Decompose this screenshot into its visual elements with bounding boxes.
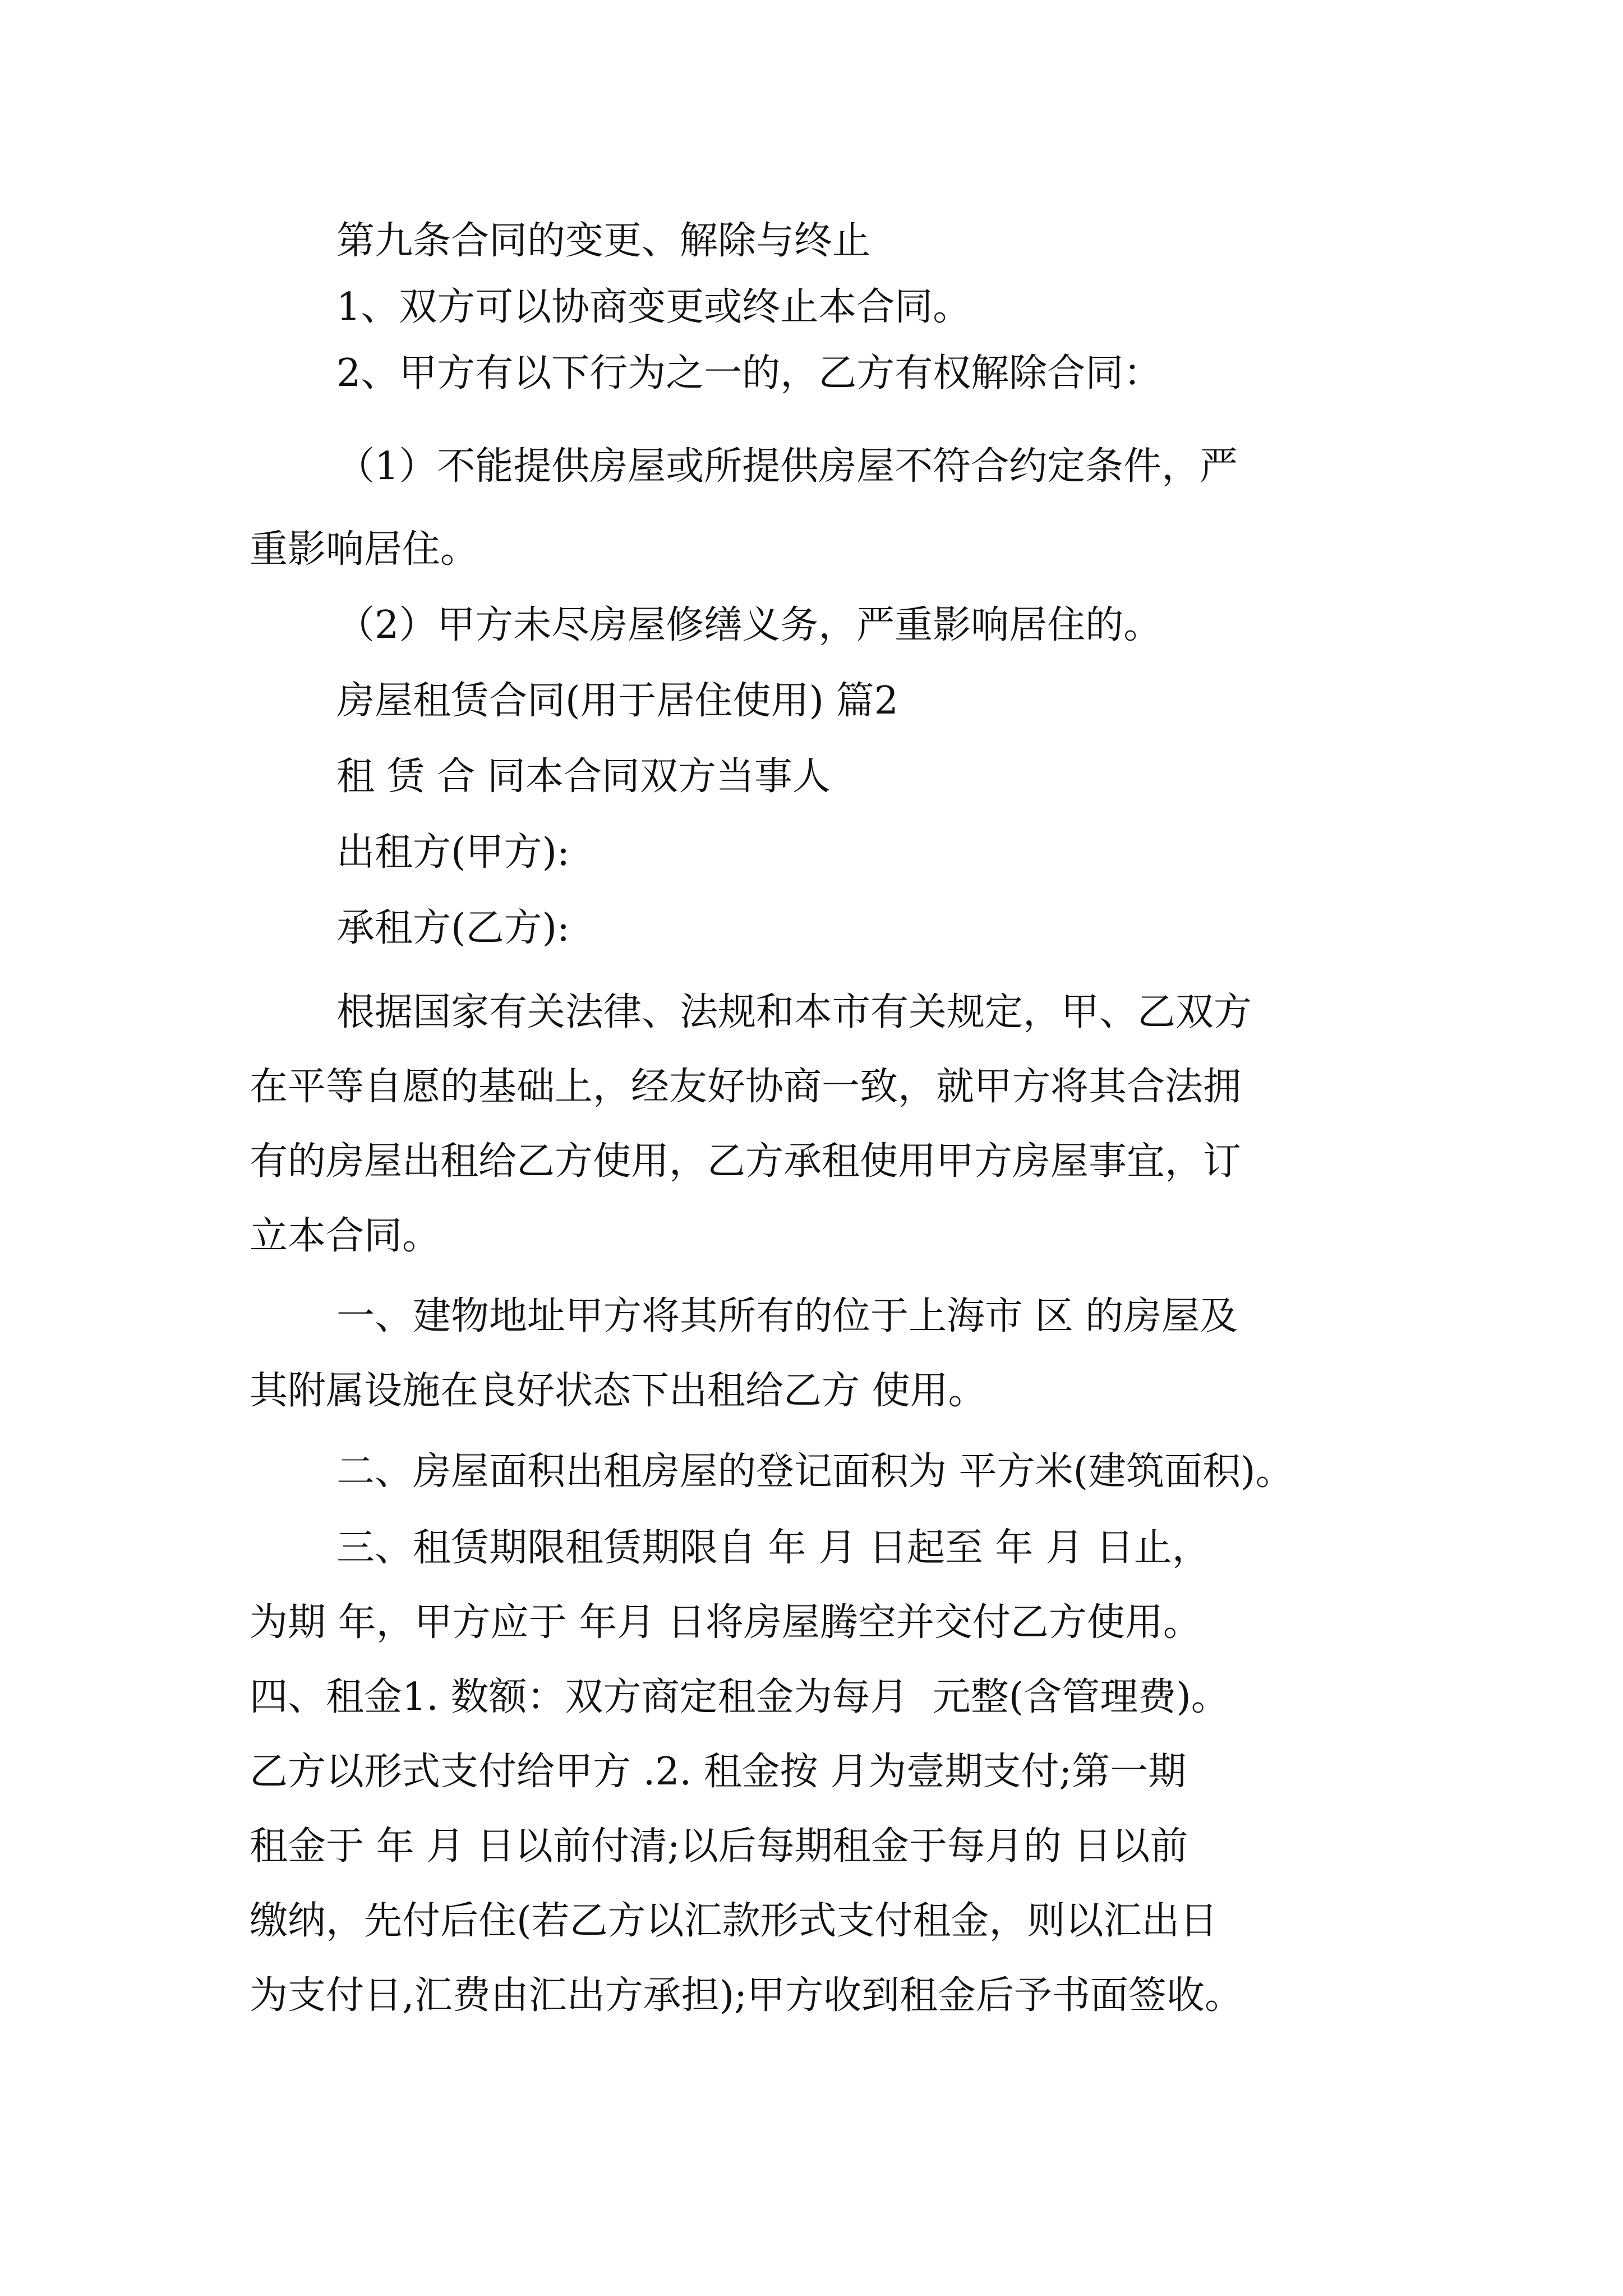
article-4-line-1: 四、租金1. 数额：双方商定租金为每月 元整(含管理费)。 [250, 1675, 1229, 1719]
section-title: 房屋租赁合同(用于居住使用) 篇2 [336, 679, 898, 723]
contract-heading: 租 赁 合 同本合同双方当事人 [336, 754, 831, 799]
preamble-line-2: 在平等自愿的基础上，经友好协商一致，就甲方将其合法拥 [250, 1065, 1242, 1109]
clause-9-subitem-1: （1）不能提供房屋或所提供房屋不符合约定条件，严 [336, 444, 1238, 489]
lessor-line: 出租方(甲方): [336, 830, 570, 875]
article-2: 二、房屋面积出租房屋的登记面积为 平方米(建筑面积)。 [336, 1450, 1294, 1494]
preamble-line-3: 有的房屋出租给乙方使用，乙方承租使用甲方房屋事宜，订 [250, 1139, 1242, 1184]
clause-9-item-2: 2、甲方有以下行为之一的，乙方有权解除合同： [336, 351, 1162, 395]
article-1-line-1: 一、建物地址甲方将其所有的位于上海市 区 的房屋及 [336, 1294, 1238, 1338]
clause-9-item-1: 1、双方可以协商变更或终止本合同。 [336, 285, 971, 329]
article-4-line-5: 为支付日,汇费由汇出方承担);甲方收到租金后予书面签收。 [250, 1973, 1243, 2018]
article-4-line-3: 租金于 年 月 日以前付清;以后每期租金于每月的 日以前 [250, 1824, 1188, 1869]
article-3-line-2: 为期 年，甲方应于 年月 日将房屋腾空并交付乙方使用。 [250, 1600, 1201, 1645]
clause-9-subitem-1-cont: 重影响居住。 [250, 527, 479, 572]
article-3-line-1: 三、租赁期限租赁期限自 年 月 日起至 年 月 日止， [336, 1526, 1210, 1570]
article-4-line-2: 乙方以形式支付给甲方 .2. 租金按 月为壹期支付;第一期 [250, 1750, 1187, 1794]
clause-9-subitem-2: （2）甲方未尽房屋修缮义务，严重影响居住的。 [336, 603, 1162, 647]
preamble-line-1: 根据国家有关法律、法规和本市有关规定，甲、乙双方 [336, 990, 1252, 1034]
lessee-line: 承租方(乙方): [336, 906, 570, 950]
article-4-line-4: 缴纳，先付后住(若乙方以汇款形式支付租金，则以汇出日 [250, 1899, 1218, 1943]
article-1-line-2: 其附属设施在良好状态下出租给乙方 使用。 [250, 1369, 986, 1413]
clause-9-heading: 第九条合同的变更、解除与终止 [336, 219, 871, 263]
preamble-line-4: 立本合同。 [250, 1214, 441, 1258]
